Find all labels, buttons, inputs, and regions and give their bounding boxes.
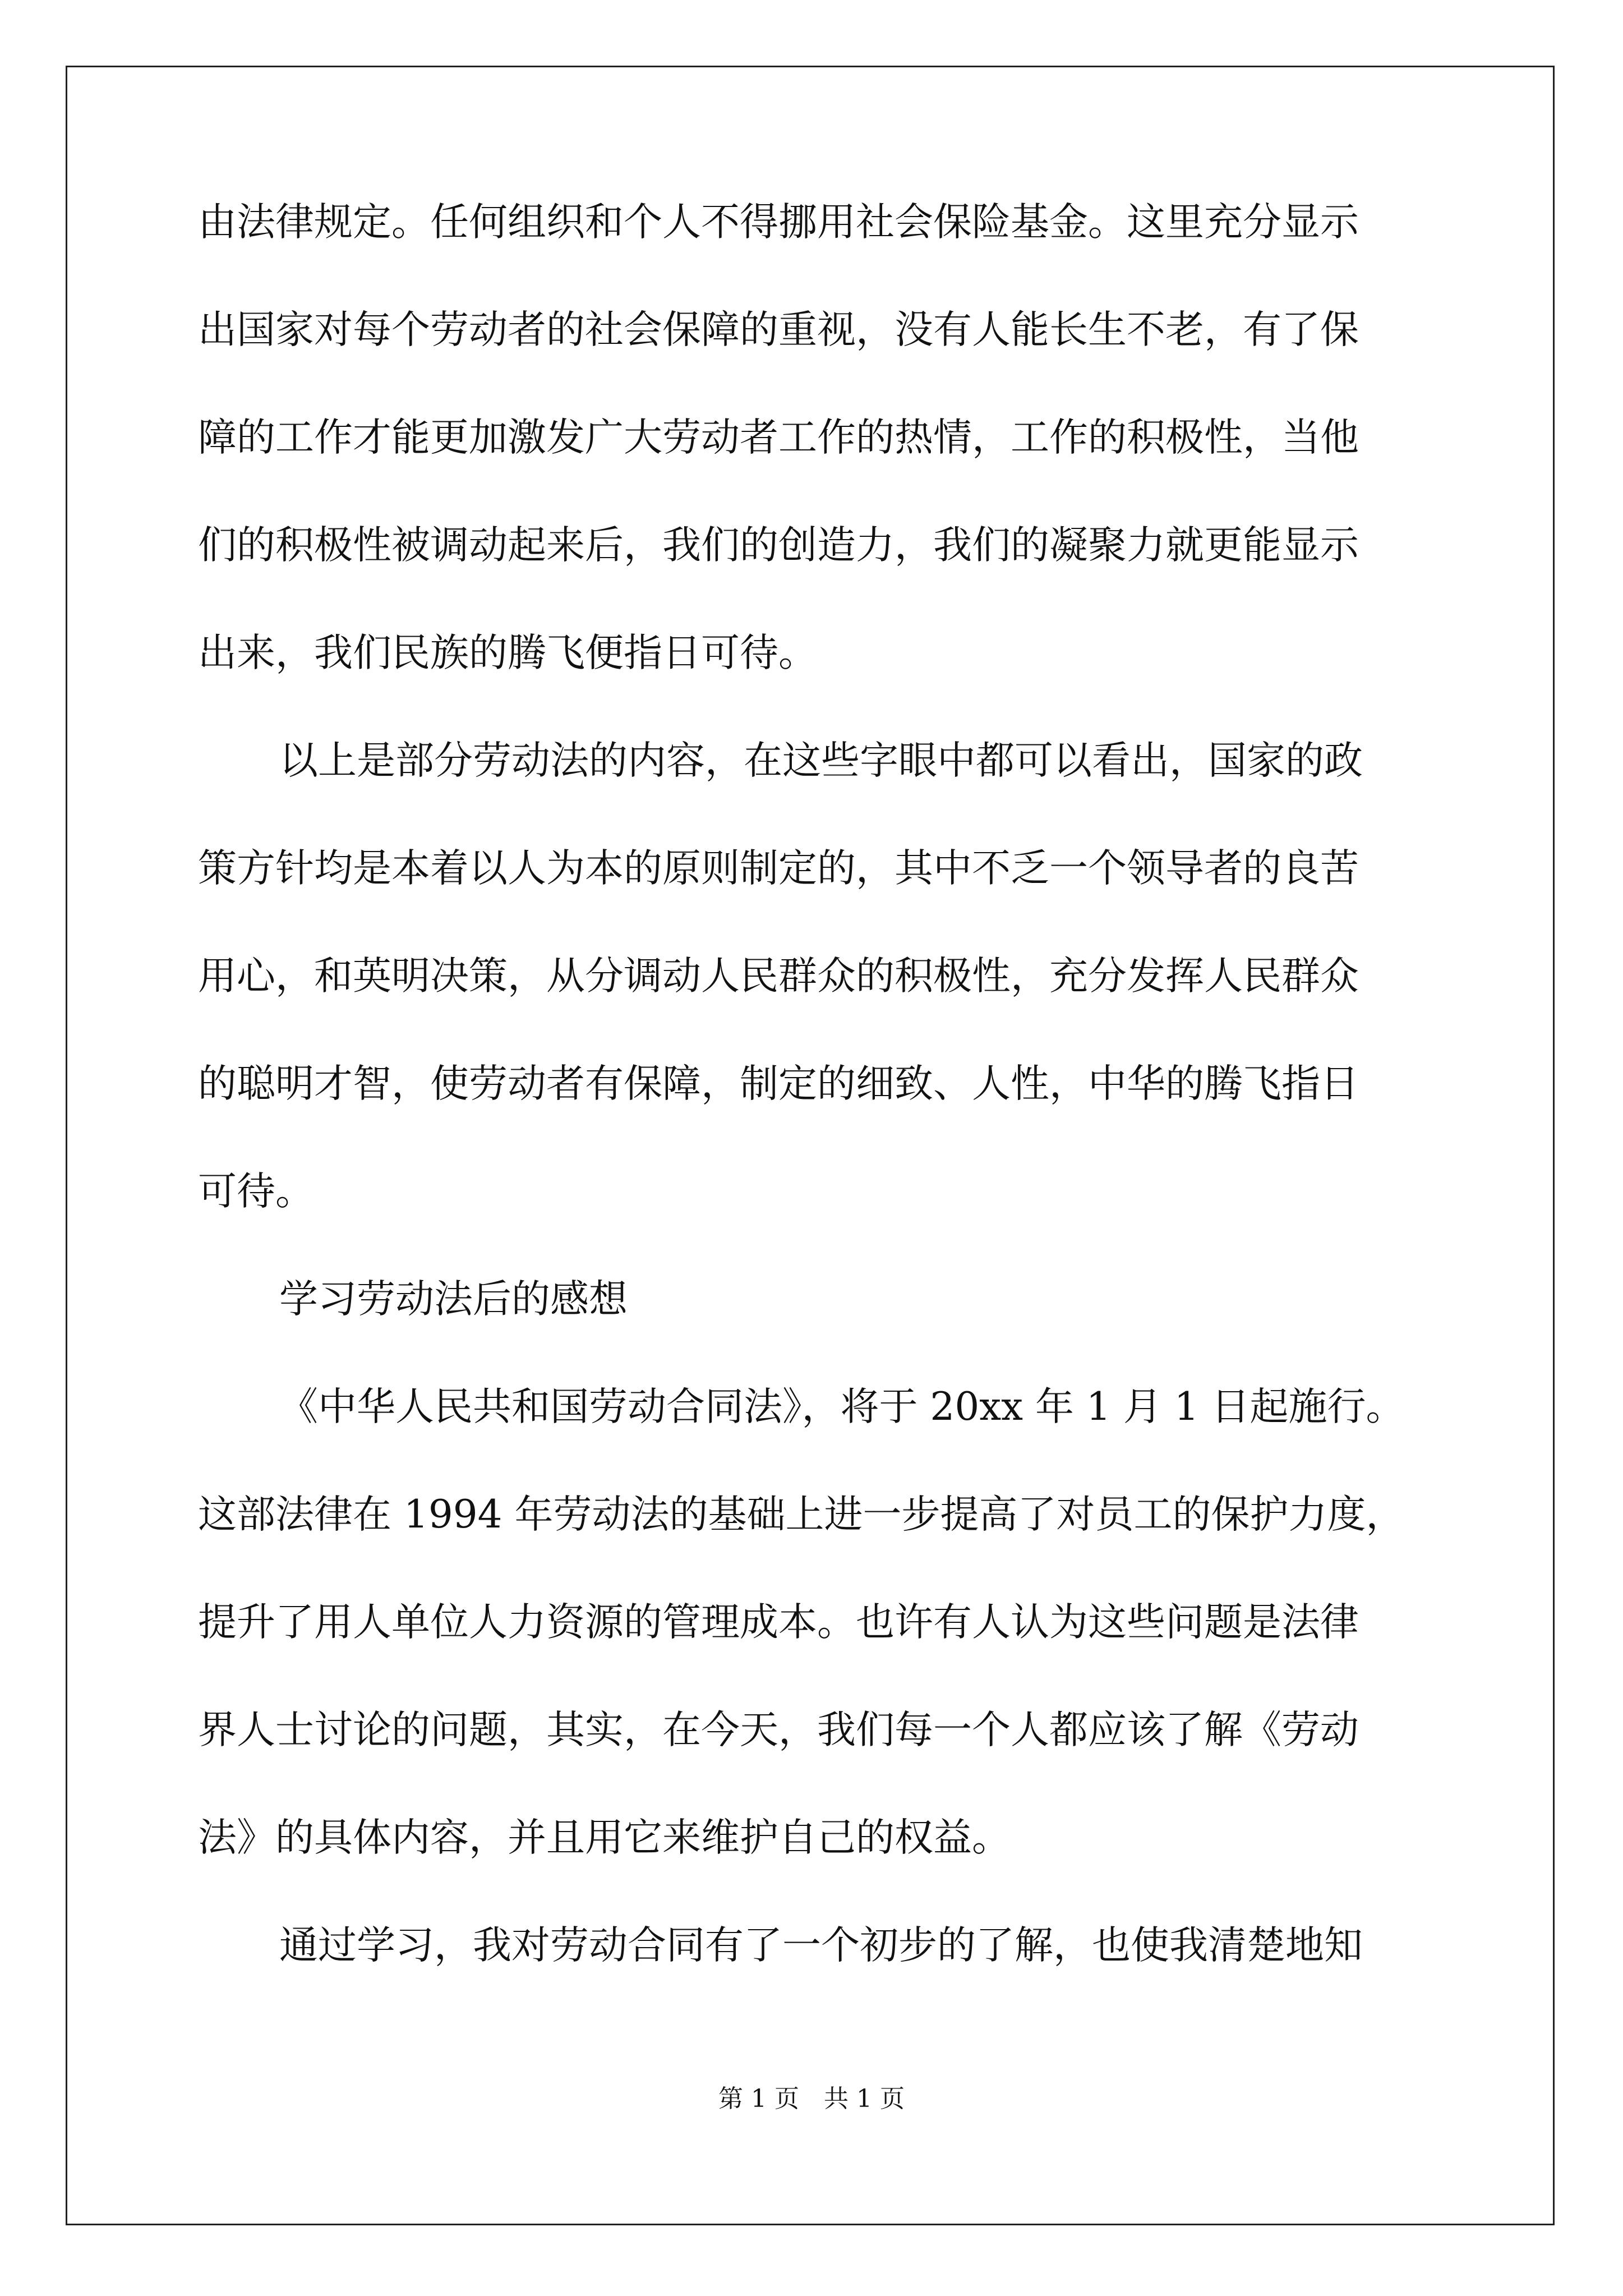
page-footer: 第 1 页 共 1 页 bbox=[718, 2085, 905, 2113]
text-line: 可待。 bbox=[198, 1169, 314, 1214]
text-line: 的聪明才智，使劳动者有保障，制定的细致、人性，中华的腾飞指日 bbox=[198, 1061, 1359, 1106]
text-line: 障的工作才能更加激发广大劳动者工作的热情，工作的积极性，当他 bbox=[198, 415, 1359, 460]
text-line: 由法律规定。任何组织和个人不得挪用社会保险基金。这里充分显示 bbox=[198, 200, 1359, 245]
text-line: 提升了用人单位人力资源的管理成本。也许有人认为这些问题是法律 bbox=[198, 1600, 1359, 1645]
text-line: 们的积极性被调动起来后，我们的创造力，我们的凝聚力就更能显示 bbox=[198, 523, 1359, 568]
text-line: 法》的具体内容，并且用它来维护自己的权益。 bbox=[198, 1815, 1011, 1860]
section-heading: 学习劳动法后的感想 bbox=[279, 1277, 628, 1322]
document-body bbox=[198, 168, 1465, 1999]
text-line: 通过学习，我对劳动合同有了一个初步的了解，也使我清楚地知 bbox=[279, 1923, 1363, 1968]
text-line: 这部法律在 1994 年劳动法的基础上进一步提高了对员工的保护力度， bbox=[198, 1492, 1405, 1537]
text-line: 策方针均是本着以人为本的原则制定的，其中不乏一个领导者的良苦 bbox=[198, 846, 1359, 891]
text-line: 《中华人民共和国劳动合同法》，将于 20xx 年 1 月 1 日起施行。 bbox=[279, 1384, 1405, 1429]
text-line: 出国家对每个劳动者的社会保障的重视，没有人能长生不老，有了保 bbox=[198, 307, 1359, 352]
text-line: 以上是部分劳动法的内容，在这些字眼中都可以看出，国家的政 bbox=[279, 738, 1363, 783]
text-line: 用心，和英明决策，从分调动人民群众的积极性，充分发挥人民群众 bbox=[198, 954, 1359, 999]
text-line: 界人士讨论的问题，其实，在今天，我们每一个人都应该了解《劳动 bbox=[198, 1708, 1359, 1752]
text-line: 出来，我们民族的腾飞便指日可待。 bbox=[198, 631, 817, 675]
